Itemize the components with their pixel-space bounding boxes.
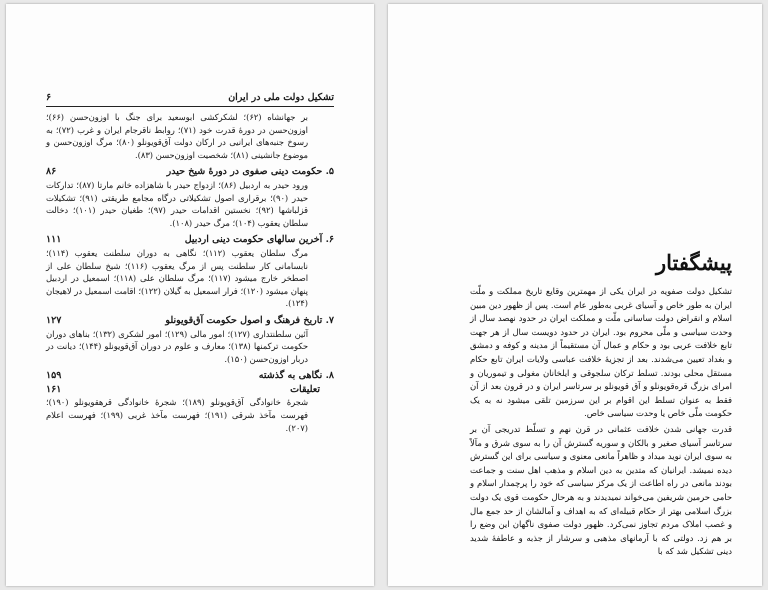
- toc-section-title: ۶. آخرین سالهای حکومت دینی اردبیل: [184, 234, 334, 246]
- running-header-title: تشکیل دولت ملی در ایران: [228, 92, 334, 103]
- toc-entry-text: ورود حیدر به اردبیل (۸۶)؛ ازدواج حیدر با شاهزاده خانم مارتا (۸۷)؛ تدارکات حیدر (۹۰)؛ برقراری اصول تشکیلاتی درگاه مجامع طریقتی (۹۱)؛ تشکیلات قزلباشها (۹۲)؛ نخستین اقدامات حیدر (۹۷)؛ طغیان حیدر (۱۰۱)؛ دخالت سلطان یعقوب (۱۰۴)؛ مرگ حیدر (۱۰۸).: [46, 179, 309, 228]
- preface: [470, 250, 732, 561]
- table-of-contents: [46, 92, 334, 434]
- toc-section-title: ۷. تاریخ فرهنگ و اصول حکومت آق‌قویونلو: [165, 314, 334, 326]
- toc-body: [46, 111, 334, 434]
- toc-entry-text: بر جهانشاه (۶۲)؛ لشکرکشی ابوسعید برای جنگ با اوزون‌حسن (۶۶)؛ اوزون‌حسن در دورهٔ قدرت خود (۷۱)؛ روابط ناقرجام ایران و غرب (۷۲)؛ به رسوخ جنبه‌های ایرانیی در ارکان دولت آق‌قویونلو (۸۰)؛ مرگ اوزون‌حسن و موضوع جانشینی (۸۱)؛ شخصیت اوزون‌حسن (۸۳).: [46, 112, 308, 160]
- toc-section-notes: [46, 384, 334, 397]
- toc-section-title: ۵. حکومت دینی صفوی در دورهٔ شیخ حیدر: [166, 166, 334, 178]
- toc-section-page: ۱۵۹: [46, 370, 62, 382]
- right-page: [388, 4, 762, 586]
- preface-paragraph: تشکیل دولت صفویه در ایران یکی از مهمترین وقایع تاریخ مملکت و ملّت ایران به طور خاص و آسیای غربی به‌طور عام است. پس از ظهور دین مبین اسلام و انقراض دولت ساسانی ملّت و مملکت ایران در حدود نهصد سال از وحدت سیاسی و ملّی محروم بود. ایران در حدود دویست سال از هر جهت تابع خلافت عربی بود و حکام و عمال آن مستقیماً از مدینه و کوفه و دمشق و بغداد تعیین می‌شدند. بعد از تجزیهٔ خلافت عباسی ولایات ایران تابع حکام مستقل محلی بودند. تسلط ترکان سلجوقی و ایلخانان مغولی و تیموریان و امرای بزرگ قره‌قویونلو و آق قویونلو بر سرتاسر ایران و در قرون بعد از آن فقط به عنوان تسلط این اقوام بر این سرزمین تلقی میشود نه به یک حکومت ملّی خاص یا وحدت سیاسی خاص.: [470, 286, 732, 419]
- toc-section-page: ۸۶: [46, 166, 57, 178]
- toc-section-5: [46, 166, 334, 179]
- preface-paragraph: قدرت جهانی شدن خلافت عثمانی در قرن نهم و تسلّط تدریجی آن بر سرتاسر آسیای صغیر و بالکان و سوریه گسترش آن را به سوی شرق و مآلاً به سوی ایران نوید میداد و ظاهراً مانعی معنوی و سیاسی برای این گسترش دیده نمیشد. ایرانیان که متدین به دین اسلام و مذهب اهل سنت و جماعت بودند مانعی در راه اطاعت از یک مرکز سیاسی که خود را پرچمدار اسلام و حامی حرمین شریفین می‌خواند نمیدیدند و به هرحال حکومت قوی یک دولت بزرگ اسلامی بهتر از حکام قبیله‌ای که به اهداف و آمالشان از حد جمع مال و غصب املاک مردم تجاوز نمی‌کرد. ظهور دولت صفوی ناگهان این وضع را بر هم زد. دولتی که با آرمانهای مذهبی و سرشار از جذبه و عاطفهٔ شدید دینی تشکیل شد که با: [470, 423, 732, 557]
- toc-entry-text: مرگ سلطان یعقوب (۱۱۲)؛ نگاهی به دوران سلطنت یعقوب (۱۱۴)؛ نابسامانی کار سلطنت پس از مرگ یعقوب (۱۱۶)؛ شیخ سلطان علی از اصطخر خارج میشود (۱۱۷)؛ مرگ سلطان علی (۱۱۸)؛ اسمعیل در اردبیل پنهان میشود (۱۲۰)؛ فرار اسمعیل به گیلان (۱۲۲)؛ اقامت اسمعیل در لاهیجان (۱۲۴).: [46, 247, 309, 309]
- toc-section-6: [46, 234, 334, 247]
- page-number: ۶: [46, 92, 52, 103]
- running-header: [46, 92, 334, 107]
- toc-entry-text: شجرهٔ خانوادگی آق‌قویونلو (۱۸۹)؛ شجرهٔ خانوادگی قرهقویونلو (۱۹۰)؛ فهرست مآخذ شرقی (۱۹۱)؛ فهرست مآخذ غربی (۱۹۹)؛ فهرست اعلام (۲۰۷).: [46, 397, 308, 433]
- toc-section-8: [46, 370, 334, 383]
- left-page: [6, 4, 374, 586]
- toc-section-title: ۸. نگاهی به گذشته: [258, 370, 334, 382]
- toc-entry-text: آئین سلطنتداری (۱۲۷)؛ امور مالی (۱۲۹)؛ امور لشکری (۱۳۲)؛ بناهای دوران حکومت ترکمنها (۱۳۸)؛ معارف و علوم در دوران آق‌قویونلو (۱۴۴)؛ دیانت در دربار اوزون‌حسن (۱۵۰).: [46, 328, 309, 364]
- toc-section-7: [46, 315, 334, 328]
- toc-section-page: ۱۱۱: [46, 234, 62, 246]
- toc-section-page: ۱۶۱: [46, 383, 62, 395]
- toc-section-title: تعلیقات: [290, 383, 320, 395]
- toc-section-page: ۱۲۷: [46, 314, 62, 326]
- preface-title: پیشگفتار: [655, 250, 732, 275]
